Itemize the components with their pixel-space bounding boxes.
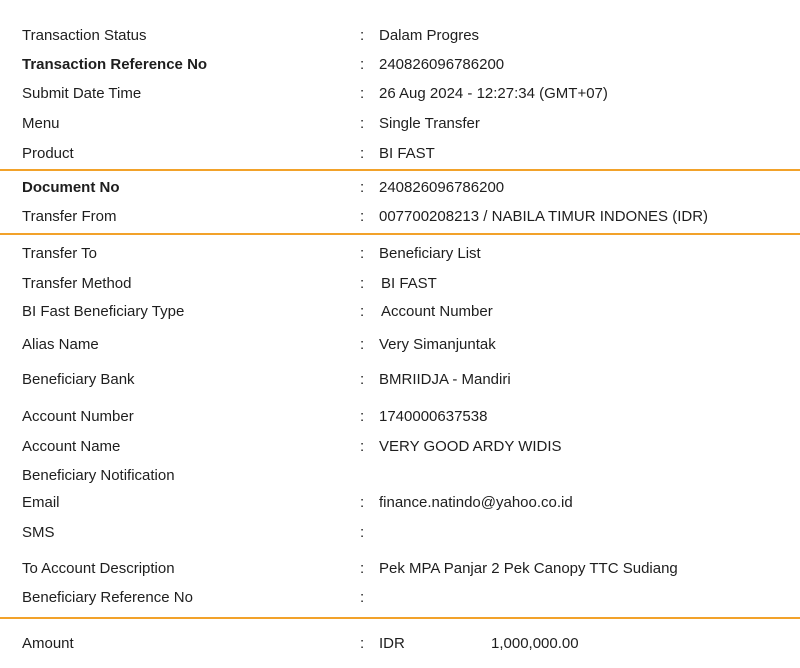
row-transfer-method bbox=[0, 272, 800, 296]
menu-label: Menu bbox=[22, 115, 60, 132]
row-sms bbox=[0, 521, 800, 545]
bi-fast-beneficiary-type-value: Account Number bbox=[381, 303, 493, 320]
row-document-no bbox=[0, 176, 800, 200]
transfer-to-value: Beneficiary List bbox=[379, 245, 481, 262]
separator: : bbox=[360, 245, 365, 262]
beneficiary-notification-label: Beneficiary Notification bbox=[22, 467, 175, 484]
separator: : bbox=[360, 303, 365, 320]
beneficiary-reference-no-label: Beneficiary Reference No bbox=[22, 589, 193, 606]
separator: : bbox=[360, 275, 365, 292]
amount-currency: IDR bbox=[379, 635, 405, 652]
row-beneficiary-notification bbox=[0, 464, 800, 488]
separator: : bbox=[360, 408, 365, 425]
row-product bbox=[0, 142, 800, 166]
separator: : bbox=[360, 635, 365, 652]
transfer-to-label: Transfer To bbox=[22, 245, 98, 262]
email-label: Email bbox=[22, 494, 60, 511]
document-no-label: Document No bbox=[22, 179, 120, 196]
email-value: finance.natindo@yahoo.co.id bbox=[379, 494, 573, 511]
transfer-from-value: 007700208213 / NABILA TIMUR INDONES (IDR) bbox=[379, 208, 709, 225]
transaction-status-label: Transaction Status bbox=[22, 27, 147, 44]
row-transaction-reference-no bbox=[0, 53, 800, 77]
row-submit-date-time bbox=[0, 82, 800, 106]
account-number-label: Account Number bbox=[22, 408, 134, 425]
amount-value: 1,000,000.00 bbox=[491, 635, 579, 652]
submit-date-time-value: 26 Aug 2024 - 12:27:34 (GMT+07) bbox=[379, 85, 608, 102]
transaction-reference-no-label: Transaction Reference No bbox=[22, 56, 208, 73]
section-divider bbox=[0, 169, 800, 171]
to-account-description-value: Pek MPA Panjar 2 Pek Canopy TTC Sudiang bbox=[379, 560, 678, 577]
separator: : bbox=[360, 560, 365, 577]
row-to-account-description bbox=[0, 557, 800, 581]
separator: : bbox=[360, 494, 365, 511]
separator: : bbox=[360, 589, 365, 606]
row-transfer-to bbox=[0, 242, 800, 266]
transfer-method-value: BI FAST bbox=[381, 275, 437, 292]
alias-name-value: Very Simanjuntak bbox=[379, 336, 496, 353]
row-account-name bbox=[0, 435, 800, 459]
row-transaction-status bbox=[0, 24, 800, 48]
separator: : bbox=[360, 145, 365, 162]
submit-date-time-label: Submit Date Time bbox=[22, 85, 142, 102]
separator: : bbox=[360, 371, 365, 388]
document-no-value: 240826096786200 bbox=[379, 179, 505, 196]
product-label: Product bbox=[22, 145, 74, 162]
beneficiary-bank-value: BMRIIDJA - Mandiri bbox=[379, 371, 511, 388]
row-beneficiary-reference-no bbox=[0, 586, 800, 610]
product-value: BI FAST bbox=[379, 145, 435, 162]
row-email bbox=[0, 491, 800, 515]
row-amount bbox=[0, 632, 800, 656]
transfer-method-label: Transfer Method bbox=[22, 275, 132, 292]
menu-value: Single Transfer bbox=[379, 115, 480, 132]
beneficiary-bank-label: Beneficiary Bank bbox=[22, 371, 135, 388]
separator: : bbox=[360, 179, 365, 196]
separator: : bbox=[360, 115, 365, 132]
row-alias-name bbox=[0, 333, 800, 357]
account-name-label: Account Name bbox=[22, 438, 121, 455]
row-account-number bbox=[0, 405, 800, 429]
section-divider bbox=[0, 617, 800, 619]
separator: : bbox=[360, 85, 365, 102]
row-bi-fast-beneficiary-type bbox=[0, 300, 800, 324]
separator: : bbox=[360, 208, 365, 225]
row-menu bbox=[0, 112, 800, 136]
separator: : bbox=[360, 524, 365, 541]
transaction-reference-no-value: 240826096786200 bbox=[379, 56, 505, 73]
account-name-value: VERY GOOD ARDY WIDIS bbox=[379, 438, 562, 455]
bi-fast-beneficiary-type-label: BI Fast Beneficiary Type bbox=[22, 303, 185, 320]
separator: : bbox=[360, 56, 365, 73]
separator: : bbox=[360, 438, 365, 455]
alias-name-label: Alias Name bbox=[22, 336, 99, 353]
separator: : bbox=[360, 27, 365, 44]
row-transfer-from bbox=[0, 205, 800, 229]
to-account-description-label: To Account Description bbox=[22, 560, 175, 577]
sms-label: SMS bbox=[22, 524, 55, 541]
row-beneficiary-bank bbox=[0, 368, 800, 392]
account-number-value: 1740000637538 bbox=[379, 408, 488, 425]
transfer-from-label: Transfer From bbox=[22, 208, 117, 225]
separator: : bbox=[360, 336, 365, 353]
amount-label: Amount bbox=[22, 635, 74, 652]
transaction-status-value: Dalam Progres bbox=[379, 27, 480, 44]
section-divider bbox=[0, 233, 800, 235]
